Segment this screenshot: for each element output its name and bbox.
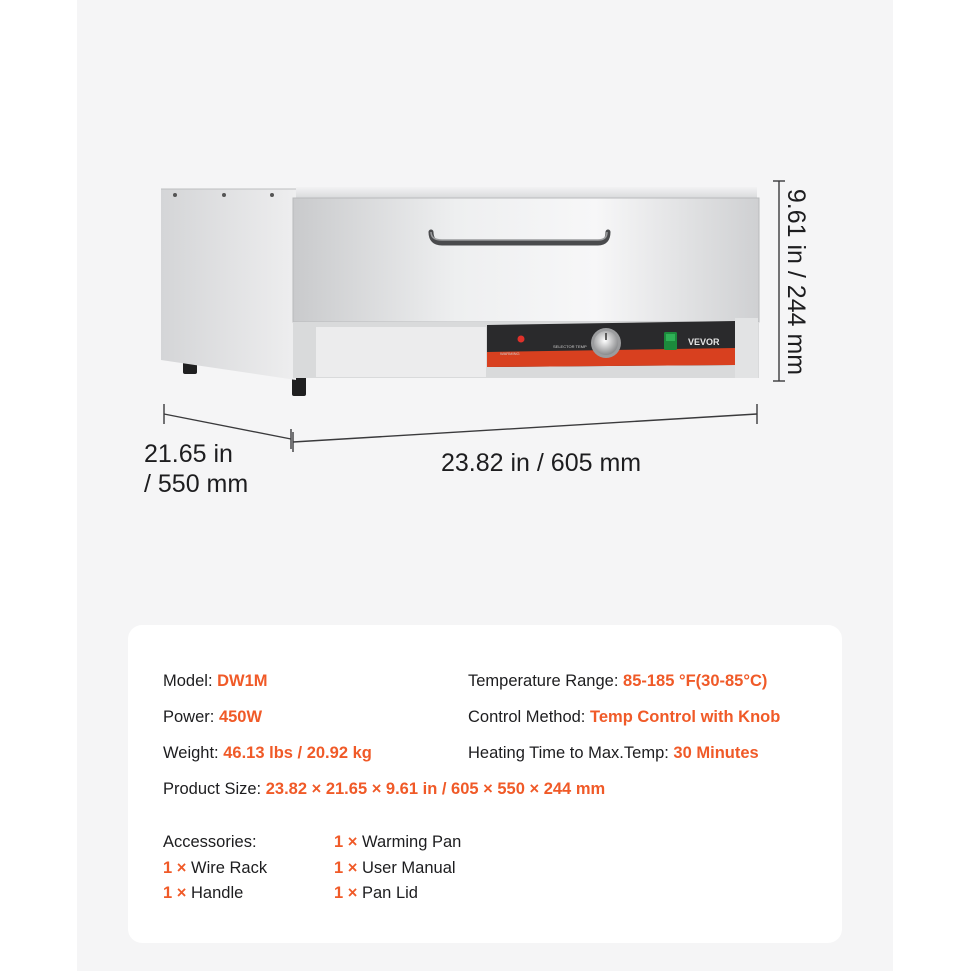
height-dimension-label: 9.61 in / 244 mm	[782, 188, 810, 376]
accessory-item: 1 × Warming Pan	[334, 833, 462, 851]
accessories-label: Accessories:	[163, 833, 257, 851]
depth-line-1: 21.65 in	[144, 440, 233, 468]
spec-control-method: Control Method: Temp Control with Knob	[468, 708, 781, 726]
accessory-item: 1 × Handle	[163, 884, 244, 902]
spec-model: Model: DW1M	[163, 672, 268, 690]
accessory-item: 1 × Pan Lid	[334, 884, 418, 902]
drawer-front	[293, 198, 759, 322]
spec-heating-time: Heating Time to Max.Temp: 30 Minutes	[468, 744, 759, 762]
width-dimension-label: 23.82 in / 605 mm	[441, 449, 642, 477]
brand-logo: VEVOR	[688, 337, 720, 347]
control-panel	[487, 321, 735, 367]
spec-weight: Weight: 46.13 lbs / 20.92 kg	[163, 744, 372, 762]
product-side	[161, 189, 296, 380]
depth-dimension-label	[144, 439, 248, 499]
accessory-item: 1 × User Manual	[334, 859, 456, 877]
spec-temperature-range: Temperature Range: 85-185 °F(30-85°C)	[468, 672, 768, 690]
spec-power: Power: 450W	[163, 708, 263, 726]
spec-card	[128, 625, 842, 943]
spec-product-size: Product Size: 23.82 × 21.65 × 9.61 in / 605 × 550 × 244 mm	[163, 780, 606, 798]
svg-text:WARMING: WARMING	[500, 351, 520, 356]
depth-line-2: / 550 mm	[144, 470, 249, 498]
accessory-item: 1 × Wire Rack	[163, 859, 268, 877]
svg-text:SELECTOR TEMP: SELECTOR TEMP	[553, 344, 587, 349]
